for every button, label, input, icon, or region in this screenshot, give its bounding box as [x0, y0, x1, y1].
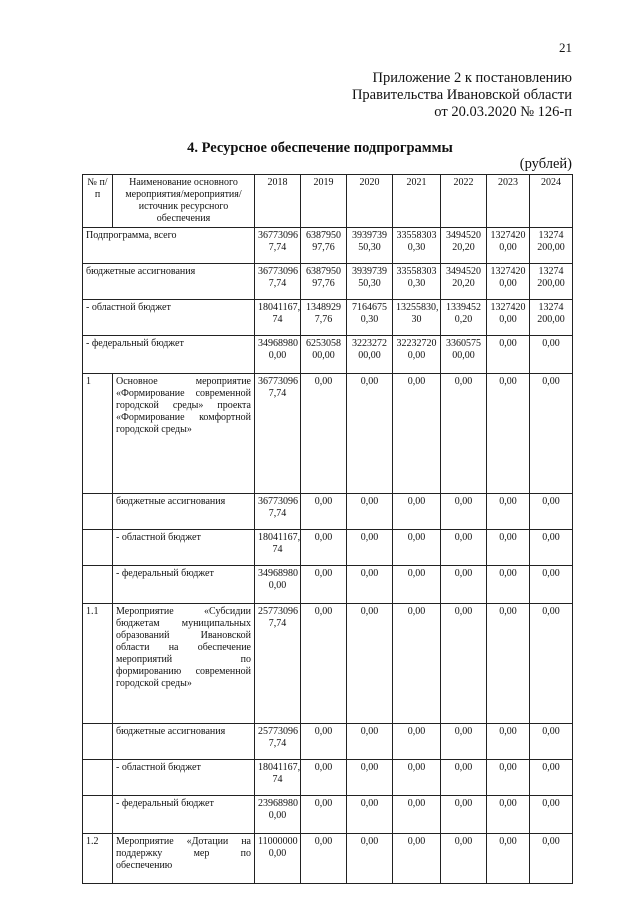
value-cell: 0,00: [441, 494, 487, 530]
value-cell: 7164675 0,30: [347, 300, 393, 336]
row-name: - федеральный бюджет: [113, 796, 255, 834]
row-number: 1.2: [83, 834, 113, 884]
value-cell: 33558303 0,30: [393, 228, 441, 264]
value-cell: 36773096 7,74: [255, 374, 301, 494]
table-row: [83, 724, 573, 760]
value-cell: 0,00: [530, 724, 573, 760]
row-number: [83, 724, 113, 760]
value-cell: 0,00: [530, 374, 573, 494]
row-number: 1.1: [83, 604, 113, 724]
row-name: Основное мероприятие «Формирование современной городской среды» проекта «Формирование комфортной городской среды»: [113, 374, 255, 494]
value-cell: 34968980 0,00: [255, 566, 301, 604]
value-cell: 0,00: [347, 796, 393, 834]
row-name: - областной бюджет: [83, 300, 255, 336]
row-number: [83, 530, 113, 566]
value-cell: 25773096 7,74: [255, 604, 301, 724]
value-cell: 0,00: [393, 566, 441, 604]
value-cell: 0,00: [441, 834, 487, 884]
value-cell: 33558303 0,30: [393, 264, 441, 300]
row-name: бюджетные ассигнования: [83, 264, 255, 300]
value-cell: 0,00: [393, 724, 441, 760]
section-title: 4. Ресурсное обеспечение подпрограммы: [187, 140, 453, 156]
value-cell: 0,00: [441, 566, 487, 604]
value-cell: 0,00: [301, 530, 347, 566]
value-cell: 3360575 00,00: [441, 336, 487, 374]
table-row: [83, 264, 573, 300]
value-cell: 0,00: [347, 724, 393, 760]
value-cell: 0,00: [301, 834, 347, 884]
value-cell: 0,00: [347, 530, 393, 566]
value-cell: 3939739 50,30: [347, 228, 393, 264]
value-cell: 6387950 97,76: [301, 264, 347, 300]
row-name: бюджетные ассигнования: [113, 494, 255, 530]
value-cell: 0,00: [347, 760, 393, 796]
row-name: - федеральный бюджет: [83, 336, 255, 374]
value-cell: 1339452 0,20: [441, 300, 487, 336]
table-row: [83, 374, 573, 494]
value-cell: 0,00: [393, 796, 441, 834]
value-cell: 0,00: [441, 724, 487, 760]
value-cell: 0,00: [393, 374, 441, 494]
table-row: [83, 300, 573, 336]
header-year: 2021: [393, 175, 441, 228]
appendix-line-3: от 20.03.2020 № 126-п: [434, 104, 572, 120]
value-cell: 0,00: [441, 796, 487, 834]
value-cell: 0,00: [393, 604, 441, 724]
page-number: 21: [559, 40, 572, 55]
value-cell: 0,00: [530, 834, 573, 884]
value-cell: 3494520 20,20: [441, 264, 487, 300]
value-cell: 0,00: [301, 724, 347, 760]
value-cell: 0,00: [487, 494, 530, 530]
value-cell: 0,00: [530, 336, 573, 374]
table-row: [83, 760, 573, 796]
table-row: [83, 494, 573, 530]
units-label: (рублей): [519, 156, 572, 172]
value-cell: 0,00: [441, 760, 487, 796]
value-cell: 13274 200,00: [530, 300, 573, 336]
value-cell: 0,00: [347, 834, 393, 884]
appendix-line-1: Приложение 2 к постановлению: [372, 70, 572, 86]
table-row: [83, 796, 573, 834]
value-cell: 0,00: [487, 724, 530, 760]
row-name: - областной бюджет: [113, 530, 255, 566]
value-cell: 0,00: [487, 566, 530, 604]
row-name: Подпрограмма, всего: [83, 228, 255, 264]
value-cell: 0,00: [301, 374, 347, 494]
value-cell: 0,00: [487, 834, 530, 884]
row-name: - областной бюджет: [113, 760, 255, 796]
value-cell: 0,00: [393, 530, 441, 566]
value-cell: 18041167, 74: [255, 300, 301, 336]
value-cell: 36773096 7,74: [255, 494, 301, 530]
value-cell: 36773096 7,74: [255, 228, 301, 264]
table-row: [83, 530, 573, 566]
value-cell: 3494520 20,20: [441, 228, 487, 264]
value-cell: 32232720 0,00: [393, 336, 441, 374]
value-cell: 0,00: [301, 494, 347, 530]
row-number: [83, 760, 113, 796]
value-cell: 13274 200,00: [530, 264, 573, 300]
value-cell: 0,00: [347, 566, 393, 604]
value-cell: 0,00: [347, 494, 393, 530]
header-year: 2023: [487, 175, 530, 228]
value-cell: 0,00: [441, 604, 487, 724]
row-name: Мероприятие «Дотации на поддержку мер по обеспечению: [113, 834, 255, 884]
header-year: 2018: [255, 175, 301, 228]
value-cell: 0,00: [393, 760, 441, 796]
value-cell: 0,00: [347, 604, 393, 724]
table-row: [83, 566, 573, 604]
table-header-row: [83, 175, 573, 228]
appendix-note: [352, 70, 572, 121]
value-cell: 34968980 0,00: [255, 336, 301, 374]
value-cell: 0,00: [487, 760, 530, 796]
value-cell: 6387950 97,76: [301, 228, 347, 264]
row-name: бюджетные ассигнования: [113, 724, 255, 760]
value-cell: 0,00: [441, 530, 487, 566]
value-cell: 11000000 0,00: [255, 834, 301, 884]
value-cell: 0,00: [487, 796, 530, 834]
table-row: [83, 604, 573, 724]
table-row: [83, 834, 573, 884]
header-year: 2020: [347, 175, 393, 228]
value-cell: 18041167, 74: [255, 530, 301, 566]
value-cell: 0,00: [393, 834, 441, 884]
value-cell: 0,00: [530, 604, 573, 724]
value-cell: 1348929 7,76: [301, 300, 347, 336]
row-number: 1: [83, 374, 113, 494]
value-cell: 6253058 00,00: [301, 336, 347, 374]
value-cell: 13255830, 30: [393, 300, 441, 336]
header-year: 2024: [530, 175, 573, 228]
value-cell: 0,00: [530, 566, 573, 604]
value-cell: 13274 200,00: [530, 228, 573, 264]
row-number: [83, 796, 113, 834]
value-cell: 0,00: [487, 530, 530, 566]
header-number: № п/п: [83, 175, 113, 228]
table-row: [83, 228, 573, 264]
resource-table: [82, 174, 573, 884]
value-cell: 0,00: [487, 604, 530, 724]
row-name: Мероприятие «Субсидии бюджетам муниципальных образований Ивановской области на обеспечение мероприятий по формированию современной городской среды»: [113, 604, 255, 724]
table-row: [83, 336, 573, 374]
header-year: 2022: [441, 175, 487, 228]
value-cell: 0,00: [393, 494, 441, 530]
value-cell: 0,00: [301, 760, 347, 796]
row-name: - федеральный бюджет: [113, 566, 255, 604]
header-name: Наименование основного мероприятия/мероприятия/ источник ресурсного обеспечения: [113, 175, 255, 228]
value-cell: 0,00: [301, 796, 347, 834]
value-cell: 25773096 7,74: [255, 724, 301, 760]
value-cell: 1327420 0,00: [487, 300, 530, 336]
appendix-line-2: Правительства Ивановской области: [351, 87, 572, 103]
value-cell: 1327420 0,00: [487, 228, 530, 264]
value-cell: 23968980 0,00: [255, 796, 301, 834]
value-cell: 0,00: [487, 336, 530, 374]
value-cell: 0,00: [530, 530, 573, 566]
value-cell: 0,00: [530, 760, 573, 796]
value-cell: 0,00: [487, 374, 530, 494]
value-cell: 18041167, 74: [255, 760, 301, 796]
value-cell: 0,00: [530, 494, 573, 530]
value-cell: 1327420 0,00: [487, 264, 530, 300]
value-cell: 0,00: [347, 374, 393, 494]
value-cell: 0,00: [530, 796, 573, 834]
value-cell: 3939739 50,30: [347, 264, 393, 300]
value-cell: 36773096 7,74: [255, 264, 301, 300]
row-number: [83, 566, 113, 604]
value-cell: 0,00: [441, 374, 487, 494]
value-cell: 3223272 00,00: [347, 336, 393, 374]
header-year: 2019: [301, 175, 347, 228]
row-number: [83, 494, 113, 530]
value-cell: 0,00: [301, 566, 347, 604]
value-cell: 0,00: [301, 604, 347, 724]
